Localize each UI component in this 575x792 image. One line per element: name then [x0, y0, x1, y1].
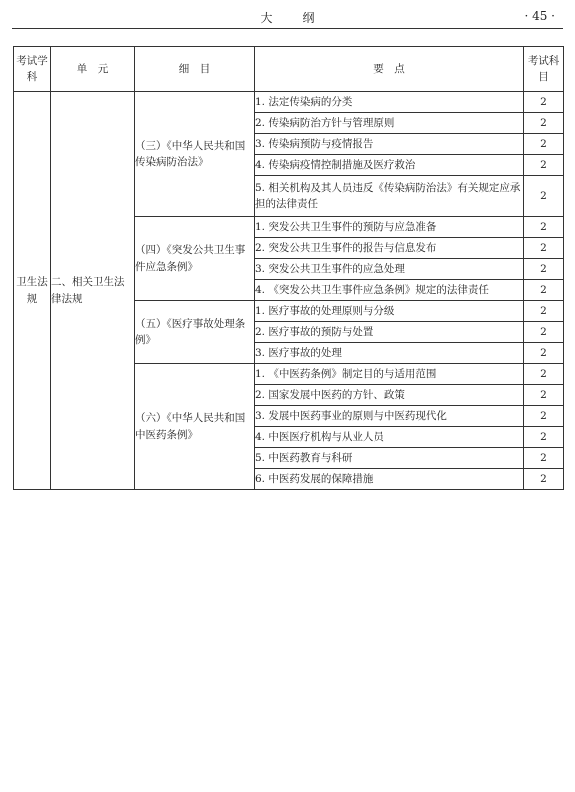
point-cell: 2. 突发公共卫生事件的报告与信息发布 — [255, 238, 524, 259]
credit-cell: 2 — [524, 238, 564, 259]
point-cell: 3. 医疗事故的处理 — [255, 343, 524, 364]
header-rule — [12, 28, 563, 29]
point-cell: 1. 突发公共卫生事件的预防与应急准备 — [255, 217, 524, 238]
credit-cell: 2 — [524, 343, 564, 364]
point-cell: 5. 中医药教育与科研 — [255, 448, 524, 469]
column-header-point: 要 点 — [255, 47, 524, 92]
credit-cell: 2 — [524, 155, 564, 176]
point-cell: 3. 传染病预防与疫情报告 — [255, 134, 524, 155]
point-cell: 1. 法定传染病的分类 — [255, 92, 524, 113]
column-header-unit: 单 元 — [51, 47, 135, 92]
table-header-row — [14, 47, 564, 92]
point-cell: 1. 医疗事故的处理原则与分级 — [255, 301, 524, 322]
detail-cell: （五）《医疗事故处理条例》 — [135, 301, 255, 364]
credit-cell: 2 — [524, 176, 564, 217]
subject-cell: 卫生法规 — [14, 92, 51, 490]
syllabus-table — [13, 46, 564, 490]
point-cell: 4. 《突发公共卫生事件应急条例》规定的法律责任 — [255, 280, 524, 301]
point-cell: 2. 传染病防治方针与管理原则 — [255, 113, 524, 134]
credit-cell: 2 — [524, 134, 564, 155]
detail-cell: （六）《中华人民共和国中医药条例》 — [135, 364, 255, 490]
credit-cell: 2 — [524, 113, 564, 134]
credit-cell: 2 — [524, 280, 564, 301]
credit-cell: 2 — [524, 406, 564, 427]
credit-cell: 2 — [524, 427, 564, 448]
credit-cell: 2 — [524, 92, 564, 113]
credit-cell: 2 — [524, 301, 564, 322]
point-cell: 2. 医疗事故的预防与处置 — [255, 322, 524, 343]
credit-cell: 2 — [524, 322, 564, 343]
point-cell: 4. 传染病疫情控制措施及医疗救治 — [255, 155, 524, 176]
table-row — [14, 92, 564, 113]
point-cell: 4. 中医医疗机构与从业人员 — [255, 427, 524, 448]
credit-cell: 2 — [524, 364, 564, 385]
column-header-detail: 细 目 — [135, 47, 255, 92]
credit-cell: 2 — [524, 259, 564, 280]
page-number: · 45 · — [524, 9, 555, 23]
column-header-subject: 考试学科 — [14, 47, 51, 92]
point-cell: 2. 国家发展中医药的方针、政策 — [255, 385, 524, 406]
detail-cell: （四）《突发公共卫生事件应急条例》 — [135, 217, 255, 301]
point-cell: 6. 中医药发展的保障措施 — [255, 469, 524, 490]
detail-cell: （三）《中华人民共和国传染病防治法》 — [135, 92, 255, 217]
point-cell: 1. 《中医药条例》制定目的与适用范围 — [255, 364, 524, 385]
point-cell: 3. 发展中医药事业的原则与中医药现代化 — [255, 406, 524, 427]
unit-cell: 二、相关卫生法律法规 — [51, 92, 135, 490]
point-cell: 5. 相关机构及其人员违反《传染病防治法》有关规定应承担的法律责任 — [255, 176, 524, 217]
credit-cell: 2 — [524, 385, 564, 406]
point-cell: 3. 突发公共卫生事件的应急处理 — [255, 259, 524, 280]
credit-cell: 2 — [524, 217, 564, 238]
credit-cell: 2 — [524, 469, 564, 490]
table-body — [14, 92, 564, 490]
credit-cell: 2 — [524, 448, 564, 469]
running-header-title: 大纲 — [260, 11, 345, 25]
column-header-credit: 考试科目 — [524, 47, 564, 92]
